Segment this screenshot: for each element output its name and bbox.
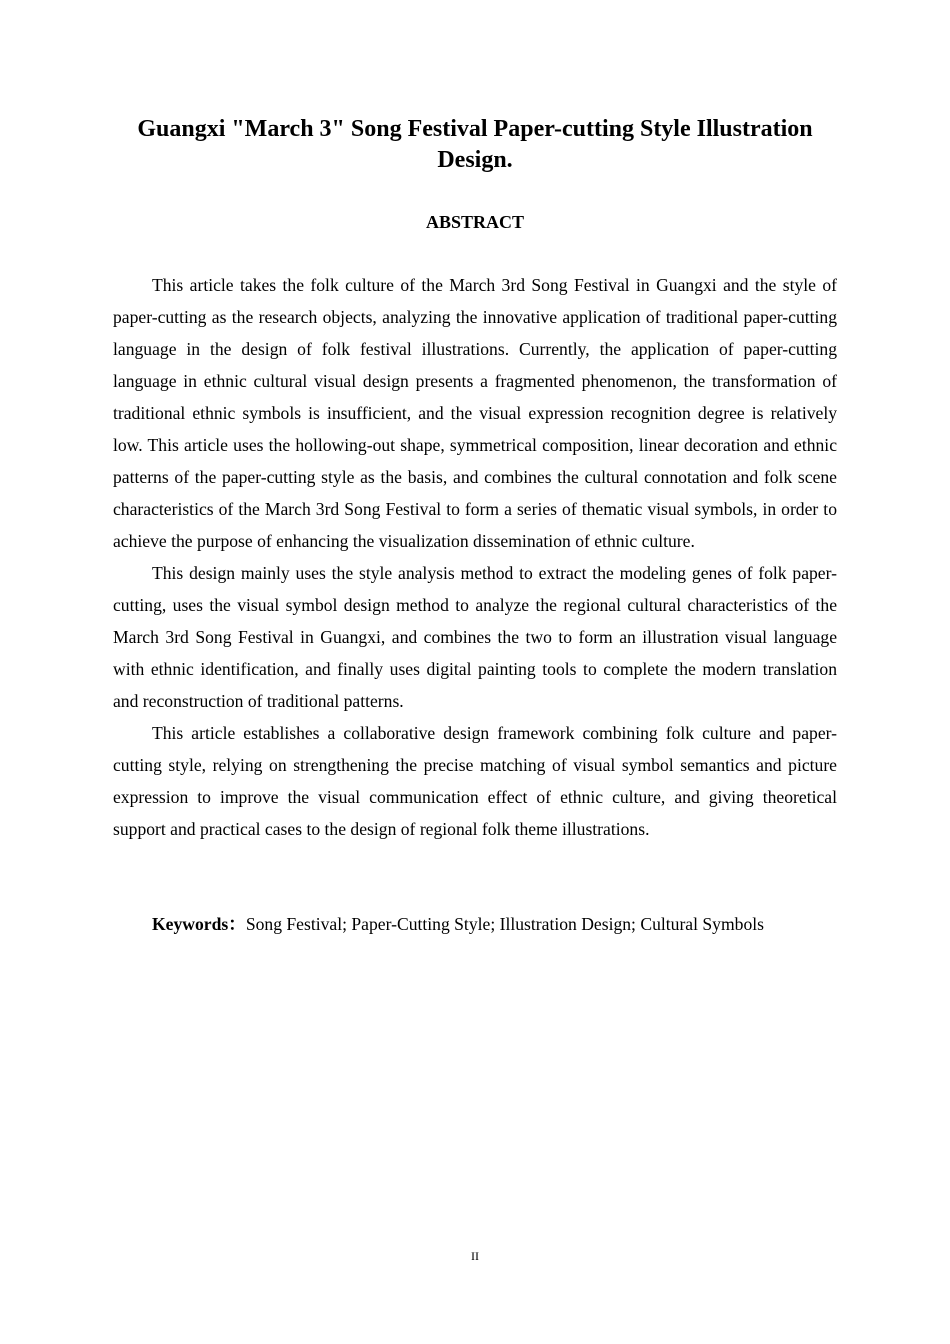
keywords-label: Keywords： — [152, 914, 246, 934]
keywords-text: Song Festival; Paper-Cutting Style; Illustration Design; Cultural Symbols — [245, 914, 764, 934]
abstract-heading: ABSTRACT — [425, 212, 525, 232]
abstract-paragraph-2: This design mainly uses the style analysis method to extract the modeling genes of folk paper-cutting, uses the visual symbol design method to analyze the regional cultural characteristics of the March 3rd Song Festival in Guangxi, and combines the two to form an illustration visual language with ethnic identification, and finally uses digital painting tools to complete the modern translation and reconstruction of traditional patterns. — [113, 563, 837, 711]
keywords-line — [152, 910, 764, 938]
abstract-body — [113, 269, 837, 845]
abstract-paragraph-1: This article takes the folk culture of the March 3rd Song Festival in Guangxi and the style of paper-cutting as the research objects, analyzing the innovative application of traditional paper-cutting language in the design of folk festival illustrations. Currently, the application of paper-cutting language in ethnic cultural visual design presents a fragmented phenomenon, the transformation of traditional ethnic symbols is insufficient, and the visual expression recognition degree is relatively low. This article uses the hollowing-out shape, symmetrical composition, linear decoration and ethnic patterns of the paper-cutting style as the basis, and combines the cultural connotation and folk scene characteristics of the March 3rd Song Festival to form a series of thematic visual symbols, in order to achieve the purpose of enhancing the visualization dissemination of ethnic culture. — [113, 275, 837, 551]
page-number: II — [471, 1249, 479, 1263]
document-title: Guangxi "March 3" Song Festival Paper-cutting Style Illustration Design. — [137, 116, 813, 173]
abstract-paragraph-3: This article establishes a collaborative design framework combining folk culture and paper-cutting style, relying on strengthening the precise matching of visual symbol semantics and picture expression to improve the visual communication effect of ethnic culture, and giving theoretical support and practical cases to the design of regional folk theme illustrations. — [113, 723, 837, 839]
